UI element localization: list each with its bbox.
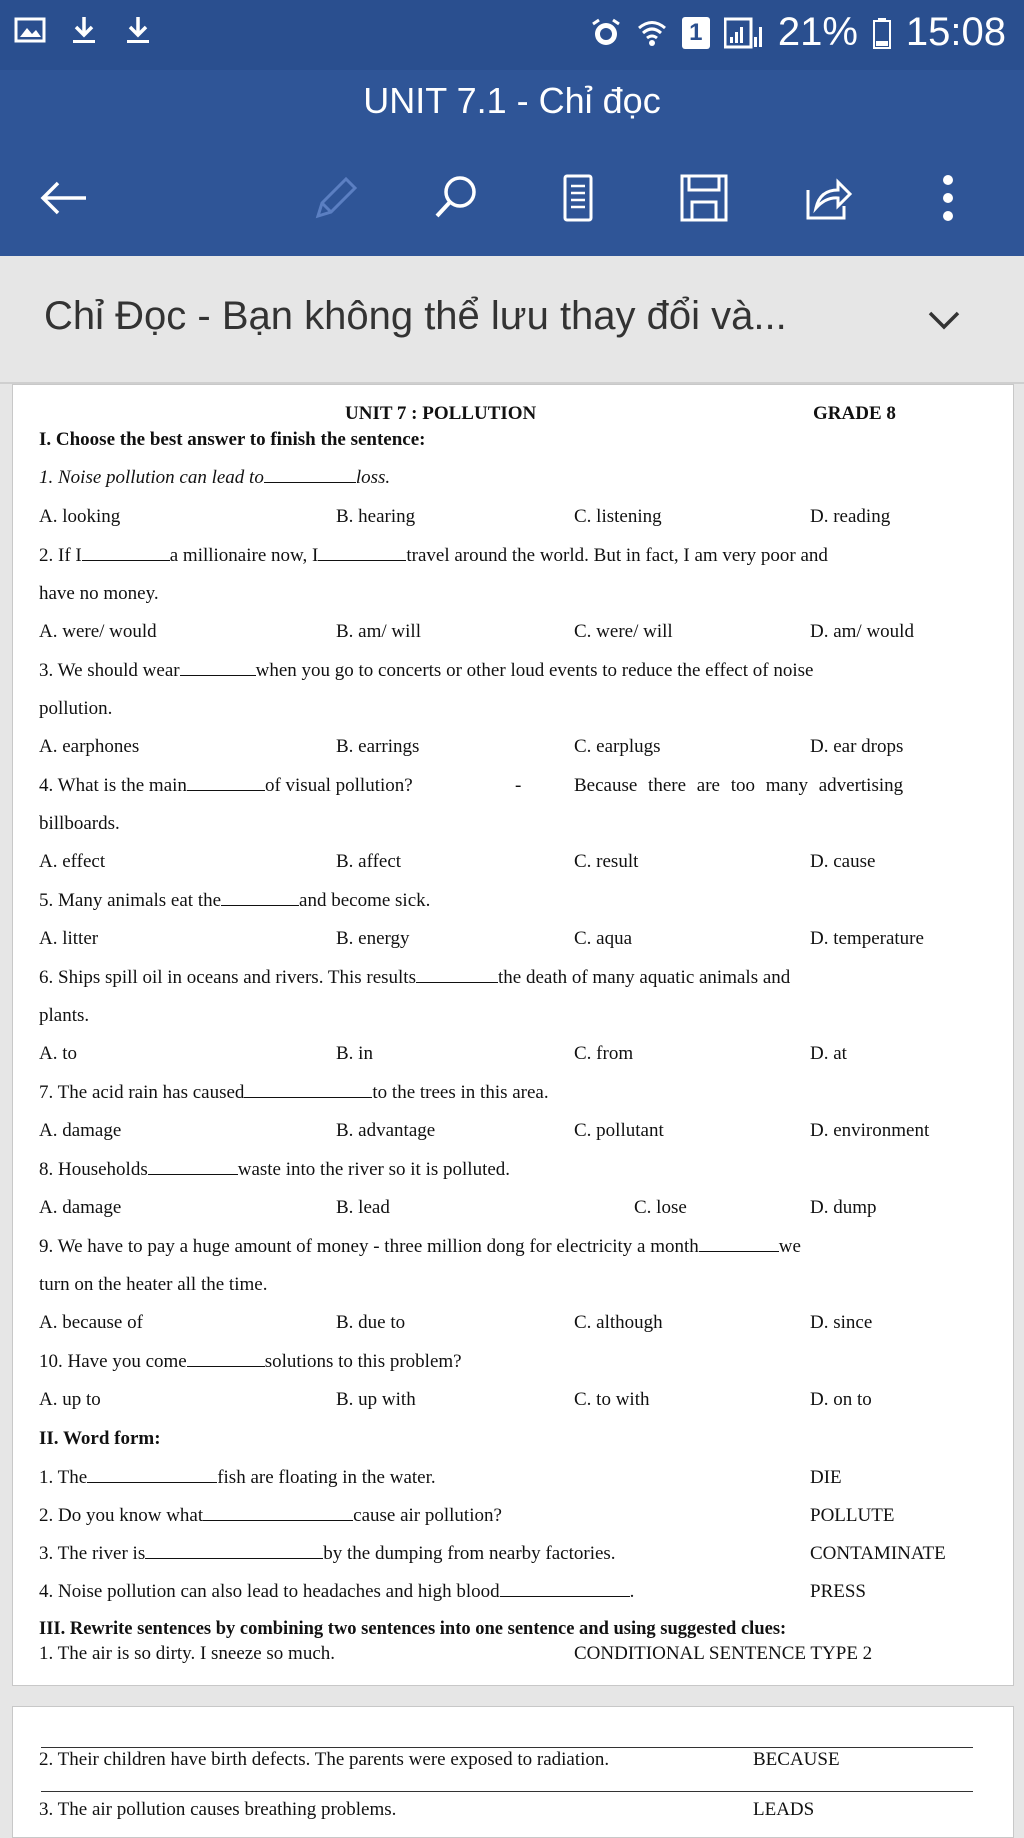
answer-line	[41, 1791, 973, 1792]
signal-icon	[724, 17, 764, 49]
download-icon	[122, 14, 154, 46]
rewrite-1: 1. The air is so dirty. I sneeze so much.	[39, 1643, 336, 1664]
read-only-notice-text: Chỉ Đọc - Bạn không thể lưu thay đổi và...	[44, 294, 787, 338]
question-8: 8. Households waste into the river so it is polluted.	[39, 1159, 511, 1180]
grade-label: GRADE 8	[813, 403, 896, 424]
question-4-answer: Because there are too many advertising	[574, 775, 904, 796]
word-form-3: 3. The river is by the dumping from nearby factories.	[39, 1543, 616, 1564]
save-icon	[676, 170, 732, 226]
option-d: D. environment	[810, 1120, 930, 1141]
gallery-icon	[14, 14, 46, 46]
search-button[interactable]	[424, 166, 488, 230]
pencil-icon	[306, 170, 362, 226]
question-9-line-2: turn on the heater all the time.	[39, 1274, 268, 1295]
option-a: A. damage	[39, 1197, 122, 1218]
option-d: D. since	[810, 1312, 873, 1333]
save-button[interactable]	[672, 166, 736, 230]
option-d: D. ear drops	[810, 736, 904, 757]
option-a: A. litter	[39, 928, 99, 949]
alarm-icon	[590, 17, 622, 49]
word-form-1: 1. The fish are floating in the water.	[39, 1467, 436, 1488]
reading-view-button[interactable]	[546, 166, 610, 230]
rewrite-3-clue: LEADS	[753, 1799, 815, 1820]
rewrite-2: 2. Their children have birth defects. The parents were exposed to radiation.	[39, 1749, 610, 1770]
more-options-button[interactable]	[916, 166, 980, 230]
question-9: 9. We have to pay a huge amount of money - three million dong for electricity a month we	[39, 1236, 801, 1257]
rewrite-2-clue: BECAUSE	[753, 1749, 840, 1770]
search-icon	[428, 170, 484, 226]
option-d: D. dump	[810, 1197, 877, 1218]
option-b: B. in	[336, 1043, 373, 1064]
clock: 15:08	[905, 10, 1006, 54]
word-form-4: 4. Noise pollution can also lead to headaches and high blood .	[39, 1581, 635, 1602]
status-bar	[0, 0, 1024, 70]
battery-percent: 21%	[777, 10, 858, 54]
read-only-banner[interactable]	[0, 256, 1024, 384]
question-6-line-2: plants.	[39, 1005, 90, 1026]
section-heading: I. Choose the best answer to finish the sentence:	[39, 429, 426, 450]
document-page	[12, 384, 1014, 1686]
option-a: A. were/ would	[39, 621, 157, 642]
section-heading: III. Rewrite sentences by combining two sentences into one sentence and using suggested clues:	[39, 1619, 787, 1639]
option-d: D. reading	[810, 506, 891, 527]
document-title: UNIT 7.1 - Chỉ đọc	[363, 80, 661, 121]
option-c: C. earplugs	[574, 736, 661, 757]
unit-title: UNIT 7 : POLLUTION	[345, 403, 537, 424]
option-b: B. energy	[336, 928, 410, 949]
option-c: C. listening	[574, 506, 662, 527]
option-b: B. advantage	[336, 1120, 436, 1141]
option-d: D. on to	[810, 1389, 872, 1410]
option-a: A. because of	[39, 1312, 143, 1333]
option-a: A. effect	[39, 851, 106, 872]
back-arrow-icon	[36, 170, 92, 226]
option-d: D. am/ would	[810, 621, 914, 642]
option-b: B. due to	[336, 1312, 406, 1333]
option-c: C. pollutant	[574, 1120, 664, 1141]
more-icon	[920, 170, 976, 226]
option-b: B. earrings	[336, 736, 420, 757]
app-bar	[0, 70, 1024, 256]
option-b: B. affect	[336, 851, 402, 872]
option-c: C. although	[574, 1312, 663, 1333]
word-form-3-clue: CONTAMINATE	[810, 1543, 946, 1564]
option-d: D. at	[810, 1043, 847, 1064]
option-c: C. were/ will	[574, 621, 673, 642]
reading-view-icon	[550, 170, 606, 226]
option-d: D. cause	[810, 851, 876, 872]
word-form-4-clue: PRESS	[810, 1581, 866, 1602]
option-a: A. damage	[39, 1120, 122, 1141]
option-a: A. up to	[39, 1389, 101, 1410]
chevron-down-icon[interactable]	[924, 300, 964, 340]
question-2-line-2: have no money.	[39, 583, 159, 604]
option-c: C. result	[574, 851, 639, 872]
option-b: B. am/ will	[336, 621, 421, 642]
word-form-1-clue: DIE	[810, 1467, 842, 1488]
download-icon	[68, 14, 100, 46]
question-3-line-2: pollution.	[39, 698, 113, 719]
answer-line	[41, 1747, 973, 1748]
battery-icon	[872, 17, 892, 49]
option-b: B. up with	[336, 1389, 416, 1410]
edit-button[interactable]	[302, 166, 366, 230]
sim-badge: 1	[682, 17, 710, 49]
option-c: C. from	[574, 1043, 634, 1064]
option-a: A. looking	[39, 506, 121, 527]
option-c: C. aqua	[574, 928, 633, 949]
back-button[interactable]	[32, 166, 96, 230]
rewrite-3: 3. The air pollution causes breathing problems.	[39, 1799, 397, 1820]
word-form-2: 2. Do you know what cause air pollution?	[39, 1505, 502, 1526]
question-5: 5. Many animals eat the and become sick.	[39, 890, 431, 911]
question-7: 7. The acid rain has caused to the trees in this area.	[39, 1082, 549, 1103]
question-10: 10. Have you come solutions to this problem?	[39, 1351, 462, 1372]
option-b: B. lead	[336, 1197, 390, 1218]
word-form-2-clue: POLLUTE	[810, 1505, 895, 1526]
question-3: 3. We should wear when you go to concerts or other loud events to reduce the effect of noise	[39, 660, 814, 681]
question-4: 4. What is the main of visual pollution?	[39, 775, 413, 796]
question-6: 6. Ships spill oil in oceans and rivers. This results the death of many aquatic animals and	[39, 967, 791, 988]
option-c: C. lose	[634, 1197, 687, 1218]
question-2: 2. If I a millionaire now, I travel around the world. But in fact, I am very poor and	[39, 545, 828, 566]
question-4-line-2: billboards.	[39, 813, 120, 834]
question-1: 1. Noise pollution can lead to loss.	[39, 467, 391, 488]
option-d: D. temperature	[810, 928, 924, 949]
question-4-dash: -	[515, 775, 522, 796]
share-icon	[798, 170, 854, 226]
option-b: B. hearing	[336, 506, 416, 527]
document-page-2	[12, 1706, 1014, 1838]
share-button[interactable]	[794, 166, 858, 230]
section-heading: II. Word form:	[39, 1428, 161, 1449]
option-c: C. to with	[574, 1389, 650, 1410]
toolbar	[0, 158, 1024, 238]
wifi-icon	[636, 17, 668, 49]
option-a: A. to	[39, 1043, 77, 1064]
rewrite-1-clue: CONDITIONAL SENTENCE TYPE 2	[574, 1643, 873, 1664]
option-a: A. earphones	[39, 736, 140, 757]
